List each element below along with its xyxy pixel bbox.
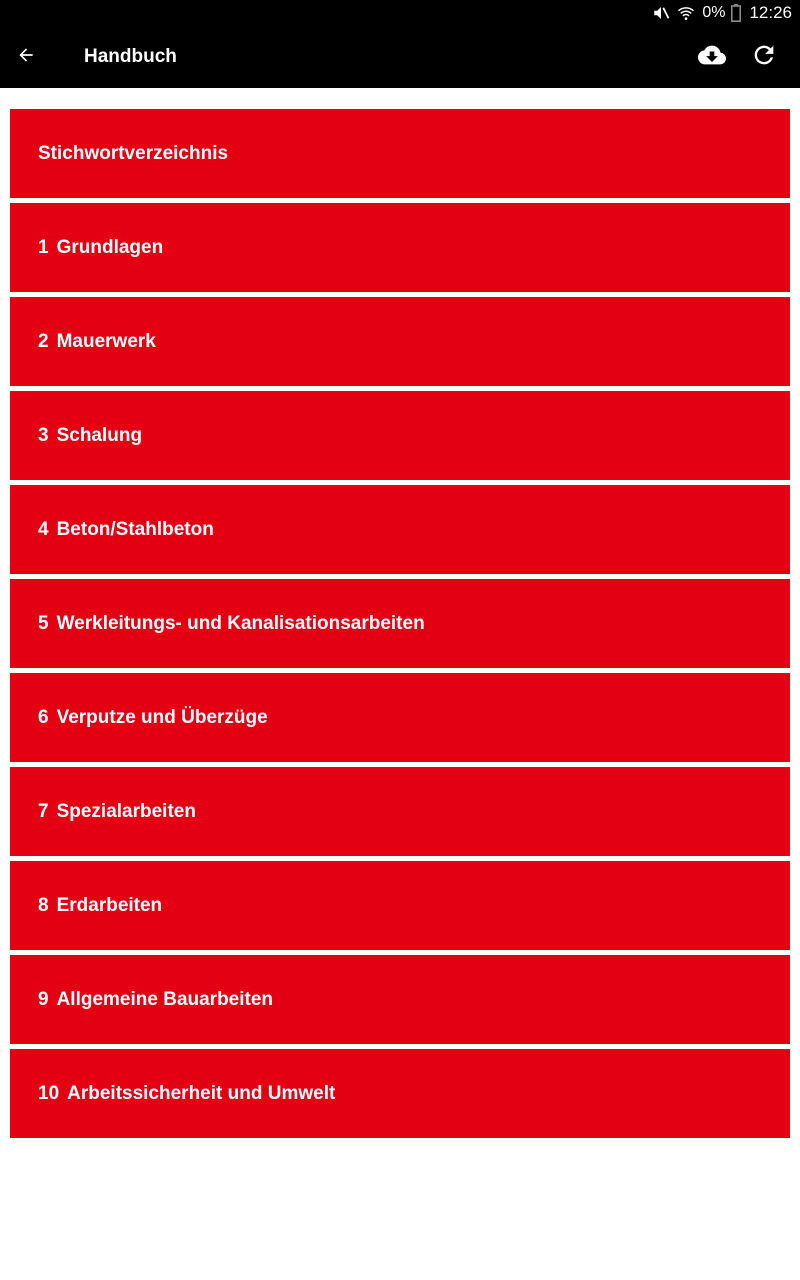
- item-label: Schalung: [56, 424, 143, 446]
- list-item-chapter-3[interactable]: [10, 391, 790, 480]
- list-item-chapter-9[interactable]: [10, 955, 790, 1044]
- download-button[interactable]: [686, 26, 738, 88]
- item-label: Verputze und Überzüge: [56, 706, 268, 728]
- back-button[interactable]: [16, 26, 72, 88]
- item-label: Erdarbeiten: [56, 894, 163, 916]
- item-number: 6: [38, 706, 49, 728]
- list-item-chapter-4[interactable]: [10, 485, 790, 574]
- item-label: Stichwortverzeichnis: [38, 142, 229, 164]
- list-item-chapter-10[interactable]: [10, 1049, 790, 1138]
- item-label: Arbeitssicherheit und Umwelt: [67, 1082, 336, 1104]
- item-label: Werkleitungs- und Kanalisationsarbeiten: [56, 612, 425, 634]
- item-number: 7: [38, 800, 49, 822]
- chapter-list: [10, 109, 790, 1143]
- cloud-download-icon: [698, 41, 726, 74]
- item-label: Beton/Stahlbeton: [56, 518, 214, 540]
- list-item-chapter-2[interactable]: [10, 297, 790, 386]
- item-label: Grundlagen: [56, 236, 164, 258]
- item-number: 8: [38, 894, 49, 916]
- refresh-icon: [750, 41, 778, 74]
- list-item-chapter-8[interactable]: [10, 861, 790, 950]
- item-number: 3: [38, 424, 49, 446]
- back-arrow-icon: [16, 45, 36, 70]
- list-item-chapter-7[interactable]: [10, 767, 790, 856]
- refresh-button[interactable]: [738, 26, 790, 88]
- app-toolbar: [0, 26, 800, 88]
- item-number: 4: [38, 518, 49, 540]
- list-item-index[interactable]: [10, 109, 790, 198]
- item-label: Spezialarbeiten: [56, 800, 196, 822]
- list-item-chapter-6[interactable]: [10, 673, 790, 762]
- item-number: 10: [38, 1082, 60, 1104]
- mute-icon: [652, 0, 670, 26]
- clock: 12:26: [749, 3, 792, 22]
- item-number: 1: [38, 236, 49, 258]
- battery-icon: [731, 0, 741, 26]
- item-number: 2: [38, 330, 49, 352]
- list-item-chapter-1[interactable]: [10, 203, 790, 292]
- wifi-icon: [676, 0, 696, 26]
- page-title: Handbuch: [84, 46, 177, 67]
- item-label: Mauerwerk: [56, 330, 156, 352]
- battery-percent: 0%: [702, 4, 726, 21]
- list-item-chapter-5[interactable]: [10, 579, 790, 668]
- status-bar: [0, 0, 800, 26]
- item-number: 5: [38, 612, 49, 634]
- item-number: 9: [38, 988, 49, 1010]
- item-label: Allgemeine Bauarbeiten: [56, 988, 274, 1010]
